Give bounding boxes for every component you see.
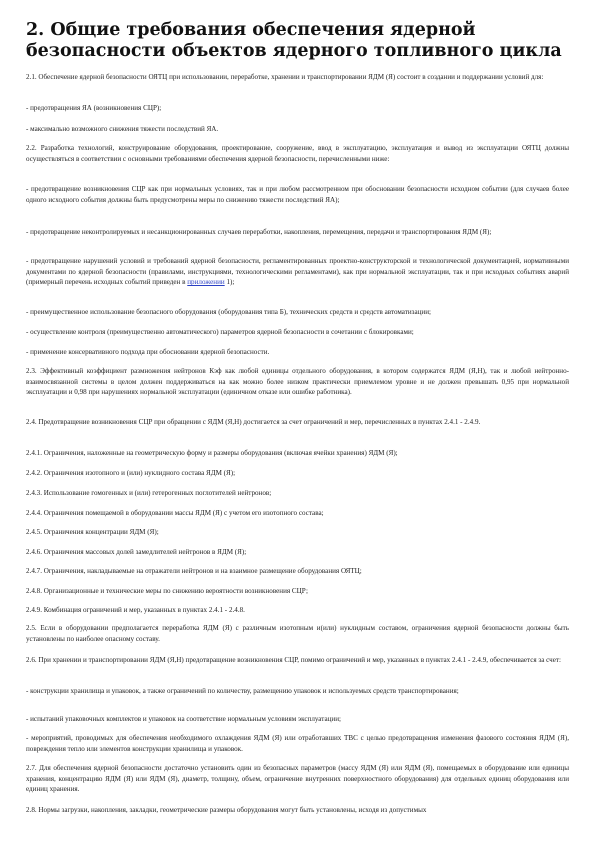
paragraph-2-8: 2.8. Нормы загрузки, накопления, закладки, геометрические размеры оборудования могут быть установлены, исходя из допустимых <box>26 806 427 814</box>
list-item: - максимально возможного снижения тяжести последствий ЯА. <box>26 125 219 133</box>
paragraph-2-7: 2.7. Для обеспечения ядерной безопасности достаточно установить один из безопасных параметров (массу ЯДМ (Я) или ЯДМ (Я), помещаемых в оборудование или единицы хранения, концентрацию ЯДМ (Я) или ЯДМ (Я), диаметр, толщину, объем, ограничение внутренних поверхностного оборудования) для отдельных единиц оборудования или единиц хранения. <box>26 764 569 794</box>
paragraph-2-4-6: 2.4.6. Ограничения массовых долей замедлителей нейтронов в ЯДМ (Я); <box>26 548 247 556</box>
paragraph-2-4-2: 2.4.2. Ограничения изотопного и (или) нуклидного состава ЯДМ (Я); <box>26 469 236 477</box>
paragraph-2-4-3: 2.4.3. Использование гомогенных и (или) гетерогенных поглотителей нейтронов; <box>26 489 272 497</box>
paragraph-2-4-9: 2.4.9. Комбинация ограничений и мер, указанных в пунктах 2.4.1 - 2.4.8. <box>26 606 245 614</box>
list-item: - предотвращение возникновения СЦР как при нормальных условиях, так и при любом рассмотренном при обосновании безопасности исходном событии (для случаев более одного исходного события должны быть предусмотрены меры по снижению тяжести последствий ЯА); <box>26 185 569 204</box>
list-item: - предотвращение неконтролируемых и несанкционированных случаев переработки, накопления, перемещения, передачи и транспортирования ЯДМ (Я); <box>26 228 492 236</box>
paragraph-2-4-8: 2.4.8. Организационные и технические меры по снижению вероятности возникновения СЦР; <box>26 587 308 595</box>
paragraph-2-3: 2.3. Эффективный коэффициент размножения нейтронов Кэф как любой единицы отдельного оборудования, в котором содержатся ЯДМ (Я,Н), так и любой нейтронно-взаимосвязанной системы в целом должен поддерживаться на как можно более низком практически приемлемом уровне и не должен превышать 0,95 при нормальной эксплуатации и 0,98 при нарушениях нормальной эксплуатации (единичном отказе или ошибке работника). <box>26 367 569 397</box>
list-item: - осуществление контроля (преимущественно автоматического) параметров ядерной безопасности в сочетании с блокировками; <box>26 328 414 336</box>
paragraph-2-2: 2.2. Разработка технологий, конструирование оборудования, проектирование, сооружение, ввод в эксплуатацию, эксплуатация и вывод из эксплуатации ОЯТЦ должны осуществляться в соответствии с основными требованиями обеспечения ядерной безопасности, перечисленными ниже: <box>26 144 569 163</box>
list-item: - применение консервативного подхода при обосновании ядерной безопасности. <box>26 348 270 356</box>
list-item-text-tail: 1); <box>224 278 235 287</box>
paragraph-2-5: 2.5. Если в оборудовании предполагается переработка ЯДМ (Я) с различным изотопным и(или) нуклидным составом, ограничения ядерной безопасности должны быть установлены по наиболее опасному составу. <box>26 624 569 643</box>
paragraph-2-1: 2.1. Обеспечение ядерной безопасности ОЯТЦ при использовании, переработке, хранении и транспортировании ЯДМ (Я) состоит в создании и поддержании условий для: <box>26 73 544 81</box>
paragraph-2-4-7: 2.4.7. Ограничения, накладываемые на отражатели нейтронов и на взаимное размещение оборудования ОЯТЦ; <box>26 567 362 575</box>
list-item: - преимущественное использование безопасного оборудования (оборудования типа Б), технических средств и средств автоматизации; <box>26 308 431 316</box>
list-item: - конструкции хранилища и упаковок, а также ограничений по количеству, размещению упаковок и используемых средств транспортирования; <box>26 687 459 695</box>
paragraph-2-4-5: 2.4.5. Ограничения концентрации ЯДМ (Я); <box>26 528 159 536</box>
list-item: - мероприятий, проводимых для обеспечения необходимого охлаждения ЯДМ (Я) или отработавших ТВС с целью предотвращения изменения фазового состояния ЯДМ (Я), повреждения тепло или элементов конструкции хранилища и упаковок. <box>26 734 569 753</box>
appendix-1-link[interactable]: приложении <box>187 278 225 287</box>
list-item: - испытаний упаковочных комплектов и упаковок на соответствие нормальным условиям эксплуатации; <box>26 715 341 723</box>
paragraph-2-6: 2.6. При хранении и транспортировании ЯДМ (Я,Н) предотвращение возникновения СЦР, помимо ограничений и мер, указанных в пунктах 2.4.1 - 2.4.9, обеспечивается за счет: <box>26 656 561 664</box>
paragraph-2-4-4: 2.4.4. Ограничения помещаемой в оборудовании массы ЯДМ (Я) с учетом его изотопного состава; <box>26 509 324 517</box>
list-item: - предотвращения ЯА (возникновения СЦР); <box>26 104 162 112</box>
page-title: 2. Общие требования обеспечения ядерной безопасности объектов ядерного топливного цикла <box>26 20 562 61</box>
list-item-text: - предотвращение нарушений условий и требований ядерной безопасности, регламентированных проектно-конструкторской и технологической документацией, нормативными документами по ядерной безопасности (правилами, инструкциями, технологическими регламентами), как при нормальной эксплуатации, так и при исходных событиях аварий (примерный перечень исходных событий приведен в <box>26 257 569 287</box>
list-item <box>26 256 569 288</box>
paragraph-2-4-1: 2.4.1. Ограничения, наложенные на геометрическую форму и размеры оборудования (включая ячейки хранения) ЯДМ (Я); <box>26 449 398 457</box>
paragraph-2-4: 2.4. Предотвращение возникновения СЦР при обращении с ЯДМ (Я,Н) достигается за счет ограничений и мер, перечисленных в пунктах 2.4.1 - 2.4.9. <box>26 418 481 426</box>
